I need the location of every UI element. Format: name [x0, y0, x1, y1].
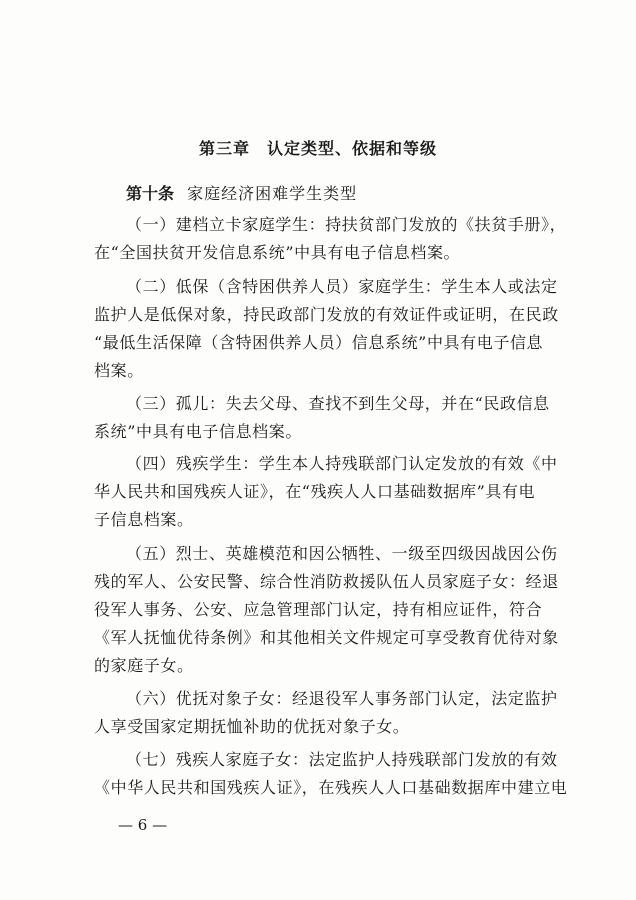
chapter-title: 第三章 认定类型、依据和等级 [198, 139, 437, 158]
article-heading [126, 181, 357, 204]
paragraph-line: 残的军人、公安民警、综合性消防救援队伍人员家庭子女：经退 [94, 572, 559, 591]
article-number: 第十条 [126, 184, 175, 203]
paragraph-line: （一）建档立卡家庭学生：持扶贫部门发放的《扶贫手册》， [126, 215, 567, 234]
article-heading-text: 家庭经济困难学生类型 [187, 184, 358, 203]
paragraph-line: 役军人事务、公安、应急管理部门认定，持有相应证件，符合 [94, 600, 543, 619]
paragraph-line: （三）孤儿：失去父母、查找不到生父母，并在“民政信息 [126, 394, 550, 413]
paragraph-line: 《中华人民共和国残疾人证》，在残疾人人口基础数据库中建立电 [94, 778, 568, 797]
paragraph-line: 档案。 [94, 361, 144, 380]
paragraph-line: 系统”中具有电子信息档案。 [94, 422, 302, 441]
paragraph-line: 华人民共和国残疾人证》，在“残疾人人口基础数据库”具有电 [94, 482, 536, 501]
paragraph-line: （五）烈士、英雄模范和因公牺牲、一级至四级因战因公伤 [126, 544, 558, 563]
paragraph-line: （六）优抚对象子女：经退役军人事务部门认定，法定监护 [126, 689, 558, 708]
paragraph-line: 人享受国家定期抚恤补助的优抚对象子女。 [94, 717, 410, 736]
paragraph-line: （七）残疾人家庭子女：法定监护人持残联部门发放的有效 [126, 750, 558, 769]
paragraph-line: 的家庭子女。 [94, 656, 194, 675]
paragraph-line: 在“全国扶贫开发信息系统”中具有电子信息档案。 [94, 243, 461, 262]
page-number: — 6 — [118, 816, 168, 834]
paragraph-line: （四）残疾学生：学生本人持残联部门认定发放的有效《中 [126, 454, 558, 473]
paragraph-line: （二）低保（含特困供养人员）家庭学生：学生本人或法定 [126, 277, 558, 296]
paragraph-line: 《军人抚恤优待条例》和其他相关文件规定可享受教育优待对象 [94, 628, 559, 647]
paragraph-line: 监护人是低保对象，持民政部门发放的有效证件或证明，在民政 [94, 305, 559, 324]
paragraph-line: “最低生活保障（含特困供养人员）信息系统”中具有电子信息 [94, 333, 544, 352]
paragraph-line: 子信息档案。 [94, 510, 194, 529]
